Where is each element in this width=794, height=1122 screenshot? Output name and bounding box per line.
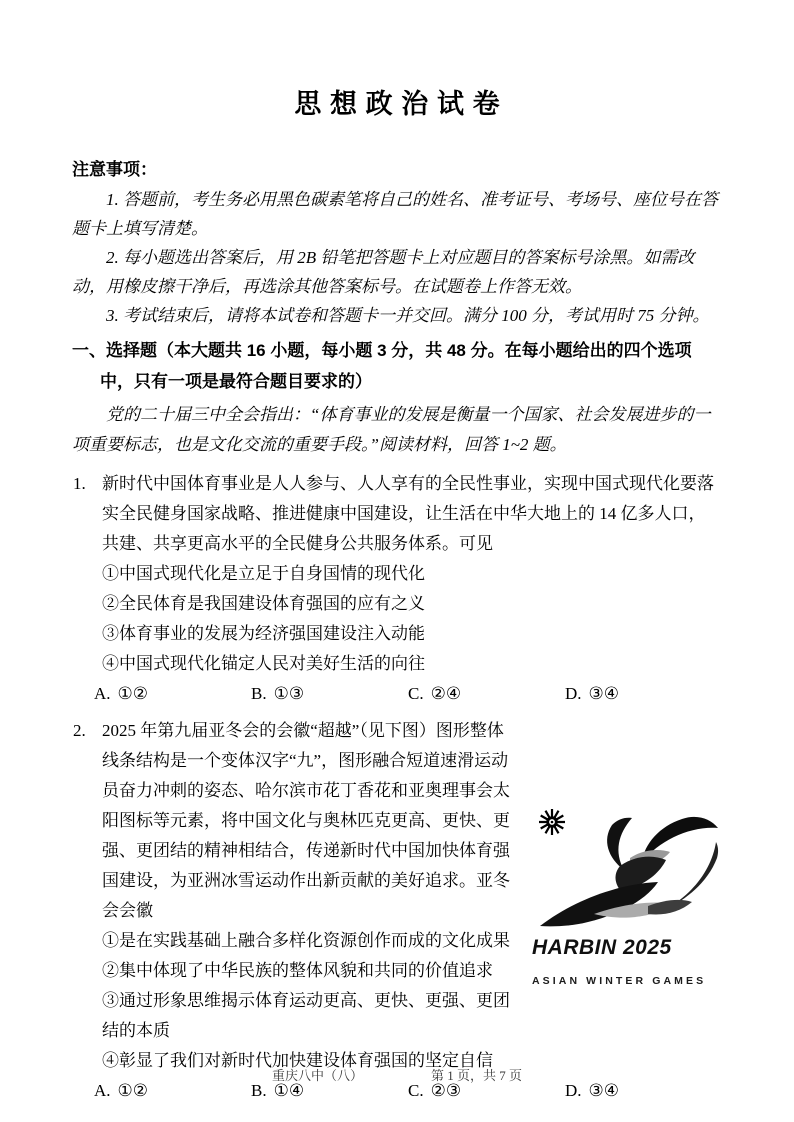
question-2-item-3: ③通过形象思维揭示体育运动更高、更快、更强、更团结的本质 bbox=[102, 991, 510, 1040]
question-1-number: 1. bbox=[73, 474, 86, 493]
question-1-item-3: ③体育事业的发展为经济强国建设注入动能 bbox=[102, 624, 425, 643]
question-1-item-1: ①中国式现代化是立足于自身国情的现代化 bbox=[102, 564, 425, 583]
question-2-option-b: B. ①④ bbox=[251, 1081, 305, 1100]
page-footer bbox=[0, 1065, 794, 1084]
logo-subtitle: ASIAN WINTER GAMES bbox=[532, 975, 707, 987]
section-heading: 一、选择题（本大题共 16 小题，每小题 3 分，共 48 分。在每小题给出的四个选项中，只有一项是最符合题目要求的） bbox=[72, 341, 692, 391]
question-2-number: 2. bbox=[73, 721, 86, 740]
footer-school: 重庆八中（八） bbox=[271, 1068, 363, 1083]
question-2-item-1: ①是在实践基础上融合多样化资源创作而成的文化成果 bbox=[102, 931, 510, 950]
harbin-2025-logo bbox=[532, 808, 722, 996]
question-1-stem: 新时代中国体育事业是人人参与、人人享有的全民性事业，实现中国式现代化要落实全民健身国家战略、推进健康中国建设，让生活在中华大地上的 14 亿多人口，共建、共享更高水平的全民健身公共服务体系。可见 bbox=[102, 474, 714, 553]
intro-paragraph: 党的二十届三中全会指出：“体育事业的发展是衡量一个国家、社会发展进步的一项重要标志，也是文化交流的重要手段。”阅读材料，回答 1~2 题。 bbox=[72, 405, 711, 454]
question-1-option-a: A. ①② bbox=[94, 684, 149, 703]
question-1-option-d: D. ③④ bbox=[565, 684, 620, 703]
footer-page-number: 第 1 页，共 7 页 bbox=[431, 1068, 523, 1083]
logo-title: HARBIN 2025 bbox=[532, 936, 672, 959]
question-2-item-4: ④彰显了我们对新时代加快建设体育强国的坚定自信 bbox=[102, 1051, 493, 1070]
question-2-option-a: A. ①② bbox=[94, 1081, 149, 1100]
question-1-item-2: ②全民体育是我国建设体育强国的应有之义 bbox=[102, 594, 425, 613]
question-1-options bbox=[94, 679, 722, 709]
notice-item-2: 2. 每小题选出答案后，用 2B 铅笔把答题卡上对应题目的答案标号涂黑。如需改动，用橡皮擦干净后，再选涂其他答案标号。在试题卷上作答无效。 bbox=[72, 248, 695, 296]
question-2-item-2: ②集中体现了中华民族的整体风貌和共同的价值追求 bbox=[102, 961, 493, 980]
question-1-item-4: ④中国式现代化锚定人民对美好生活的向往 bbox=[102, 654, 425, 673]
question-2 bbox=[72, 716, 722, 1106]
question-2-option-c: C. ②③ bbox=[408, 1081, 462, 1100]
question-1 bbox=[72, 469, 722, 709]
page-title: 思想政治试卷 bbox=[294, 89, 509, 119]
question-2-option-d: D. ③④ bbox=[565, 1081, 620, 1100]
skater-emblem-icon bbox=[532, 808, 722, 932]
question-1-option-b: B. ①③ bbox=[251, 684, 305, 703]
notice-item-1: 1. 答题前，考生务必用黑色碳素笔将自己的姓名、准考证号、考场号、座位号在答题卡上填写清楚。 bbox=[72, 190, 718, 238]
question-2-stem: 2025 年第九届亚冬会的会徽“超越”（见下图）图形整体线条结构是一个变体汉字“九”，图形融合短道速滑运动员奋力冲刺的姿态、哈尔滨市花丁香花和亚奥理事会太阳图标等元素，将中国文化与奥林匹克更高、更快、更强、更团结的精神相结合，传递新时代中国加快体育强国建设，为亚洲冰雪运动作出新贡献的美好追求。亚冬会会徽 bbox=[102, 721, 510, 920]
notices-heading: 注意事项： bbox=[72, 160, 157, 179]
notice-item-3: 3. 考试结束后，请将本试卷和答题卡一并交回。满分 100 分，考试用时 75 分钟。 bbox=[106, 306, 710, 325]
question-1-option-c: C. ②④ bbox=[408, 684, 462, 703]
